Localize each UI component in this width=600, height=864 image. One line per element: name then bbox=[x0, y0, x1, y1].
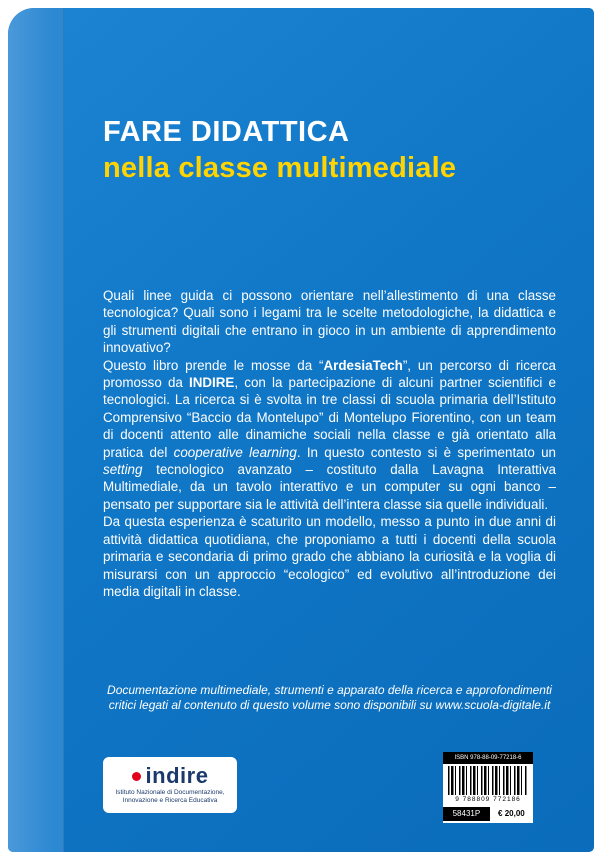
blurb-paragraph-1: Quali linee guida ci possono orientare nell’allestimento di una classe tecnologica? Quali sono i legami tra le scelte metodologiche, la didattica e gli strumenti digitali che entrano in gioco in un ambiente di apprendimento innovativo? bbox=[103, 288, 556, 356]
cover-content bbox=[103, 8, 556, 852]
isbn-label: ISBN 978-88-09-77218-6 bbox=[443, 752, 533, 764]
book-subtitle: nella classe multimediale bbox=[103, 152, 457, 184]
indire-logo-box bbox=[103, 757, 237, 813]
price-row bbox=[443, 807, 533, 821]
indire-logo-text: indire bbox=[145, 763, 209, 788]
availability-note: Documentazione multimediale, strumenti e apparato della ricerca e approfondimenti critici legati al contenuto di questo volume sono disponibili su www.scuola-digitale.it bbox=[107, 683, 552, 712]
indire-caption-line-1: Istituto Nazionale di Documentazione, bbox=[115, 789, 225, 796]
barcode-number: 9 788809 772186 bbox=[455, 796, 521, 803]
price: € 20,00 bbox=[490, 807, 533, 821]
title-block bbox=[103, 114, 556, 186]
spine-strip bbox=[8, 8, 64, 852]
blurb-paragraph-3: Da questa esperienza è scaturito un modello, messo a punto in due anni di attività didattica quotidiana, che proponiamo a tutti i docenti della scuola primaria e secondaria di primo grado che abbiano la curiosità e la voglia di misurarsi con un approccio “ecologico” ed evolutivo all’introduzione dei media digitali in classe. bbox=[103, 514, 556, 599]
indire-caption bbox=[115, 789, 224, 805]
indire-logo-dot-icon bbox=[132, 772, 141, 781]
blurb bbox=[103, 287, 556, 600]
book-title: FARE DIDATTICA bbox=[103, 116, 350, 148]
blurb-paragraph-2: Questo libro prende le mosse da “ArdesiaTech”, un percorso di ricerca promosso da INDIRE, con la partecipazione di alcuni partner scientifici e tecnologici. La ricerca si è svolta in tre classi di scuola primaria dell’Istituto Comprensivo “Baccio da Montelupo” di Montelupo Fiorentino, con un team di docenti attento alle dinamiche sociali nella classe e già orientato alla pratica del cooperative learning. In questo contesto si è sperimentato un setting tecnologico avanzato – costituto dalla Lavagna Interattiva Multimediale, da un tavolo interattivo e un computer su ogni banco – pensato per supportare sia le attività dell’intera classe sia quelle individuali. bbox=[103, 357, 556, 512]
indire-caption-line-2: Innovazione e Ricerca Educativa bbox=[122, 797, 218, 804]
indire-logo bbox=[132, 765, 209, 787]
publisher-code: 58431P bbox=[443, 807, 490, 821]
cover-background bbox=[8, 8, 594, 852]
barcode-box bbox=[443, 752, 533, 823]
barcode-icon bbox=[448, 766, 528, 795]
